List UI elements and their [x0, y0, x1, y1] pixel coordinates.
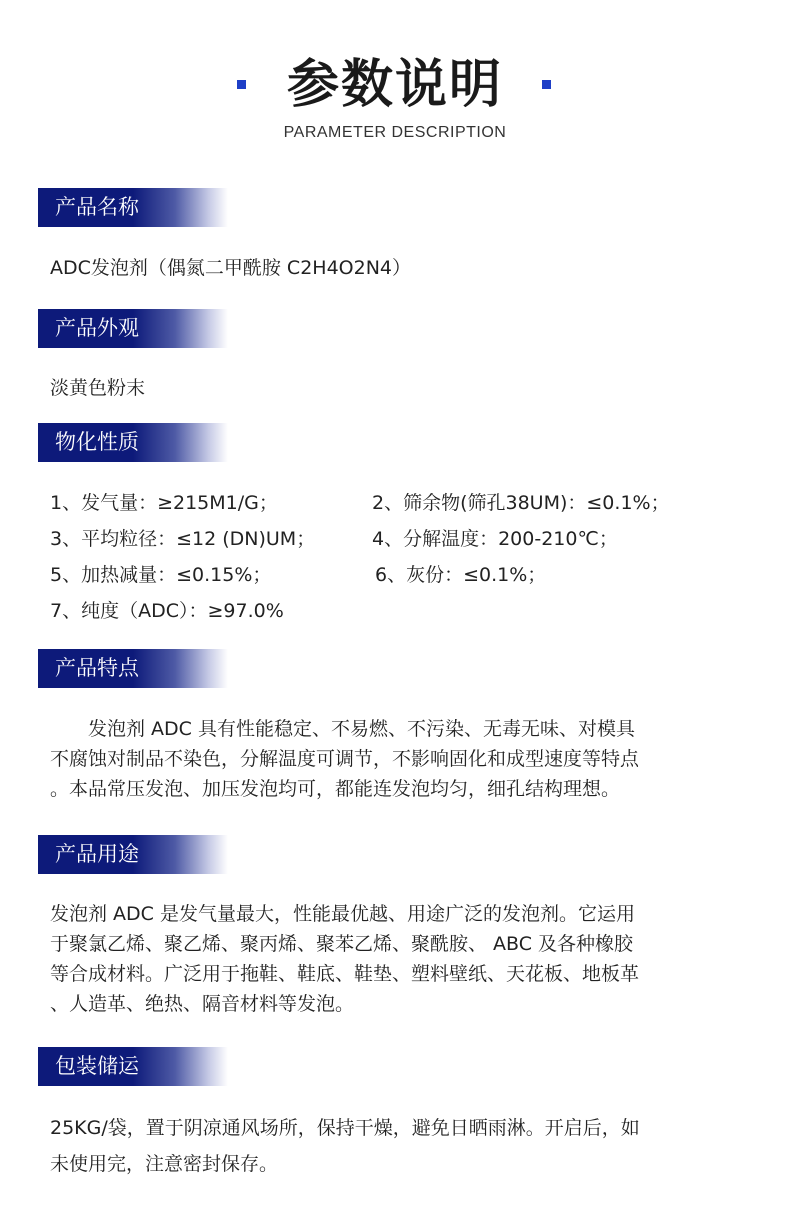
- usage-paragraph: [50, 899, 740, 1019]
- property-item: 2、筛余物(筛孔38UM)：≤0.1%；: [372, 492, 670, 514]
- property-item: 7、纯度（ADC）：≥97.0%: [50, 600, 284, 622]
- paragraph-line: 25KG/袋，置于阴凉通风场所，保持干燥，避免日晒雨淋。开启后，如: [50, 1117, 640, 1139]
- section-header-usage: [38, 835, 228, 874]
- product-name-text: ADC发泡剂（偶氮二甲酰胺 C2H4O2N4）: [50, 257, 412, 279]
- section-label: 物化性质: [55, 430, 139, 454]
- paragraph-line: 、人造革、绝热、隔音材料等发泡。: [50, 993, 355, 1015]
- section-label: 产品特点: [55, 656, 139, 680]
- section-label: 产品名称: [55, 195, 139, 219]
- section-header-packaging: [38, 1047, 228, 1086]
- packaging-paragraph: [50, 1110, 740, 1182]
- section-label: 包装储运: [55, 1054, 139, 1078]
- section-header-features: [38, 649, 228, 688]
- product-appearance-text: 淡黄色粉末: [50, 377, 146, 399]
- property-item: 3、平均粒径：≤12 (DN)UM；: [50, 528, 316, 550]
- section-header-properties: [38, 423, 228, 462]
- paragraph-line: 发泡剂 ADC 具有性能稳定、不易燃、不污染、无毒无味、对模具: [50, 718, 635, 740]
- section-header-appearance: [38, 309, 228, 348]
- paragraph-line: 。本品常压发泡、加压发泡均可，都能连发泡均匀，细孔结构理想。: [50, 778, 621, 800]
- paragraph-line: 发泡剂 ADC 是发气量最大，性能最优越、用途广泛的发泡剂。它运用: [50, 903, 635, 925]
- section-header-name: [38, 188, 228, 227]
- paragraph-line: 不腐蚀对制品不染色，分解温度可调节，不影响固化和成型速度等特点: [50, 748, 640, 770]
- property-item: 6、灰份：≤0.1%；: [375, 564, 547, 586]
- paragraph-line: 等合成材料。广泛用于拖鞋、鞋底、鞋垫、塑料壁纸、天花板、地板革: [50, 963, 640, 985]
- paragraph-line: 未使用完，注意密封保存。: [50, 1153, 279, 1175]
- page-title: 参数说明: [286, 55, 503, 115]
- features-paragraph: [50, 714, 740, 804]
- property-item: 5、加热减量：≤0.15%；: [50, 564, 272, 586]
- title-right-square: [542, 80, 551, 89]
- section-label: 产品用途: [55, 842, 139, 866]
- property-item: 1、发气量：≥215M1/G；: [50, 492, 278, 514]
- paragraph-line: 于聚氯乙烯、聚乙烯、聚丙烯、聚苯乙烯、聚酰胺、 ABC 及各种橡胶: [50, 933, 634, 955]
- section-label: 产品外观: [55, 316, 139, 340]
- page-subtitle: PARAMETER DESCRIPTION: [283, 124, 507, 141]
- property-item: 4、分解温度：200-210℃；: [372, 528, 618, 550]
